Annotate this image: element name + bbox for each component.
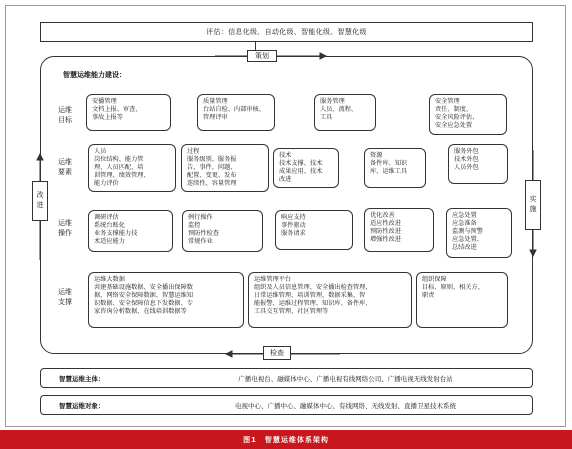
flow-label-plan: 策划 <box>247 50 277 62</box>
operation-box-response: 响应支持 事件驱动 服务请求 <box>275 210 353 250</box>
row-label-goal: 运维 目标 <box>58 106 72 124</box>
operation-objects-row <box>40 395 533 415</box>
evaluation-banner: 评估：信息化级、自动化级、智能化级、智慧化级 <box>40 22 533 42</box>
subjects-label: 智慧运维主体： <box>59 374 105 383</box>
support-box-platform: 运维管理平台 组织及人员信息管理、安全播出检查管理、 日常运维管理、培训管理、数据采集、智 能报警、运维过程管理、知识库、备件库、 工具交互管理、社区管理等 <box>248 272 412 328</box>
row-label-support: 运维 支撑 <box>58 288 72 306</box>
goal-box-service: 服务管理 人员、流程、 工具 <box>314 94 376 131</box>
element-box-personnel: 人员 岗位结构、能力管 理、人员匹配、培 训管理、绩效管理、 能力评价 <box>88 144 176 192</box>
goal-box-quality: 质量管理 台站自检、内部审核、 管理评审 <box>197 94 275 131</box>
goal-box-broadcast-safety: 安播管理 文档上报、审查、 事故上报等 <box>86 94 171 131</box>
arrowhead-left <box>37 154 43 160</box>
element-box-process: 过程 服务级别、服务报 告、事件、问题、 配置、变更、发布 连续性、容量管理 <box>181 144 269 192</box>
flow-label-improve: 改进 <box>32 181 48 221</box>
operation-subjects-row <box>40 368 533 388</box>
arrowhead-right <box>530 250 536 256</box>
operation-box-emergency: 应急处置 应急准备 监测与预警 应急处置、 总结改进 <box>446 208 512 258</box>
operation-box-optimization: 优化改善 适应性改进 预防性改进 增强性改进 <box>364 208 434 252</box>
objects-value: 电视中心、广播中心、融媒体中心、有线网络、无线发射、直播卫星技术系统 <box>235 401 456 410</box>
element-box-resources: 资源 备件库、知识 库、运维工具 <box>364 148 426 188</box>
arrowhead-top <box>320 53 326 59</box>
operation-box-research: 调研评估 系统台账化 业务支撑能力技 术适应能力 <box>88 210 173 252</box>
subjects-value: 广播电视台、融媒体中心、广播电视有线网络公司、广播电视无线发射台站 <box>238 374 453 383</box>
row-label-elements: 运维 要素 <box>58 158 72 176</box>
row-label-operation: 运维 操作 <box>58 219 72 237</box>
operation-box-routine: 例行操作 监控 预防性检查 常规作业 <box>182 210 263 252</box>
element-box-technology: 技术 技术支撑、技术 成果应用、技术 改进 <box>273 148 339 188</box>
arrowhead-bottom <box>226 351 232 357</box>
figure-caption: 图1 智慧运维体系架构 <box>0 430 572 449</box>
section-title: 智慧运维能力建设： <box>63 71 126 79</box>
element-box-outsourcing: 服务外包 技术外包 人员外包 <box>448 144 508 184</box>
goal-box-safety-management: 安全管理 责任、制度、 安全风险评估、 安全应急处置 <box>429 94 507 135</box>
objects-label: 智慧运维对象： <box>59 401 105 410</box>
flow-label-check: 检查 <box>263 346 291 360</box>
flow-label-implement: 实施 <box>525 180 541 230</box>
support-box-big-data: 运维大数据 共建基础设施数据、安全播出保障数 据、网络安全保障数据、智慧运维知 识数据、安全保障信息下发数据、专 家咨询分析数据、在线培训数据等 <box>88 272 244 328</box>
support-box-organization: 组织保障 目标、原则、相关方、 职责 <box>416 272 508 328</box>
